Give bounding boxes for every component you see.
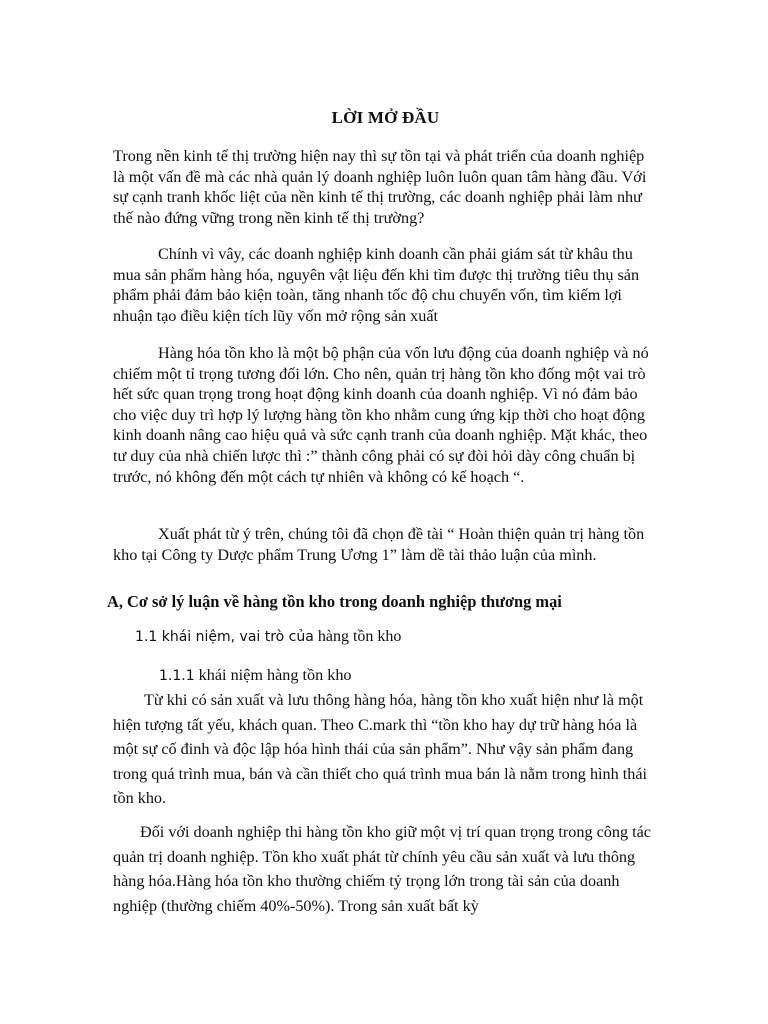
section-1-1-number: 1.1 khái niệm, vai trò của (135, 629, 314, 645)
section-1-1-1-heading (159, 666, 352, 685)
section-1-1-1-number: 1.1.1 (159, 668, 195, 684)
paragraph-sixth: Đối với doanh nghiệp thi hàng tồn kho giữ một vị trí quan trọng trong công tác quản trị doanh nghiệp. Tồn kho xuất phát từ chính yêu cầu sản xuất và lưu thông hàng hóa.Hàng hóa tồn kho thường chiếm tỷ trọng lớn trong tài sản của doanh nghiệp (thường chiếm 40%-50%). Trong sản xuất bất kỳ (113, 823, 651, 915)
section-1-1-heading (135, 628, 401, 646)
document-title: LỜI MỞ ĐẦU (331, 108, 440, 127)
paragraph-fifth: Từ khi có sản xuất và lưu thông hàng hóa, hàng tồn kho xuất hiện như là một hiện tượng tất yếu, khách quan. Theo C.mark thì “tồn kho hay dự trữ hàng hóa là một sự cố đinh và độc lập hóa hình thái của sản phẩm”. Như vậy sản phẩm đang trong quá trình mua, bán và cần thiết cho quá trình mua bán là nằm trong hình thái tồn kho. (113, 691, 648, 808)
paragraph-fourth: Xuất phát từ ý trên, chúng tôi đã chọn đề tài “ Hoàn thiện quản trị hàng tồn kho tại Công ty Dược phẩm Trung Ương 1” làm dề tài thảo luận của mình. (113, 525, 645, 564)
section-1-1-text: hàng tồn kho (313, 628, 402, 645)
paragraph-second: Chính vì vây, các doanh nghiệp kinh doanh cần phải giám sát từ khâu thu mua sản phẩm hàng hóa, nguyên vật liệu đến khi tìm được thị trường tiêu thụ sản phẩm phải đảm bảo kiện toàn, tăng nhanh tốc độ chu chuyển vốn, tìm kiếm lợi nhuận tạo điều kiện tích lũy vốn mở rộng sản xuất (113, 245, 640, 325)
paragraph-intro: Trong nền kinh tế thị trường hiện nay thì sự tồn tại và phát triển của doanh nghiệp là một vấn đề mà các nhà quản lý doanh nghiệp luôn luôn quan tâm hàng đầu. Với sự cạnh tranh khốc liệt của nền kinh tế thị trường, các doanh nghiệp phải làm như thế nào đứng vững trong nền kinh tế thị trường? (113, 147, 647, 227)
section-1-1-1-text: khái niệm hàng tồn kho (194, 666, 352, 684)
paragraph-third: Hàng hóa tồn kho là một bộ phận của vốn lưu động của doanh nghiệp và nó chiếm một tỉ trọng tương đối lớn. Cho nên, quản trị hàng tồn kho đống một vai trò hết sức quan trọng trong hoạt động kinh doanh của doanh nghiệp. Vì nó đảm bảo cho việc duy trì hợp lý lượng hàng tồn kho nhằm cung ứng kịp thời cho hoạt động kinh doanh nâng cao hiệu quả và sức cạnh tranh của doanh nghiệp. Mặt khác, theo tư duy của nhà chiến lược thì :” thành công phải có sự đòi hỏi dày công chuẩn bị trước, nó không đến một cách tự nhiên và không có kế hoạch “. (113, 344, 649, 486)
section-a-heading: A, Cơ sở lý luận về hàng tồn kho trong doanh nghiệp thương mại (107, 592, 562, 611)
